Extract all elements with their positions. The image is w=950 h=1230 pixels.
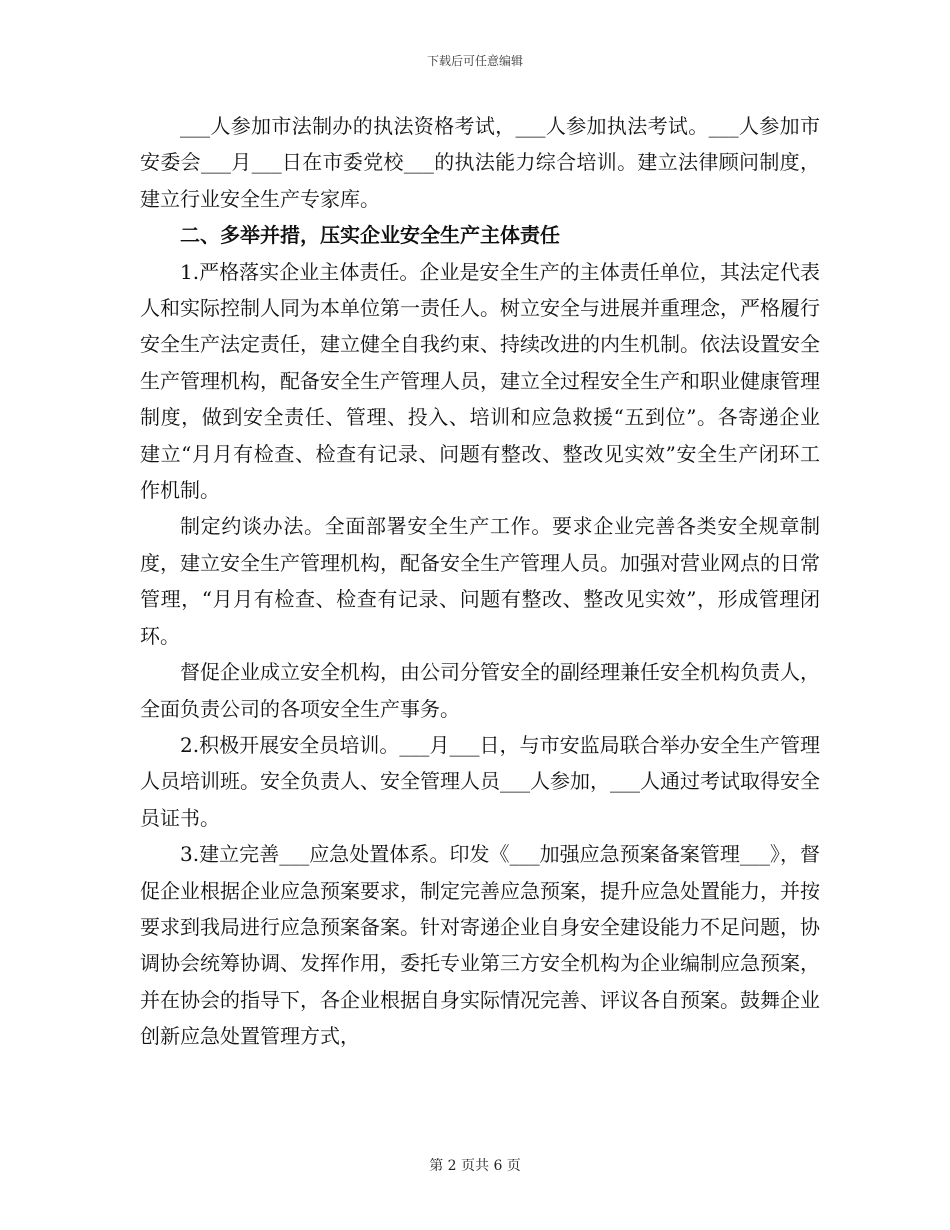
page-header: 下载后可任意编辑 xyxy=(426,54,523,68)
paragraph-training-exams: ___人参加市法制办的执法资格考试，___人参加执法考试。___人参加市安委会___月___日在市委党校___的执法能力综合培训。建立法律顾问制度，建立行业安全生产专家库。 xyxy=(140,114,820,211)
section-heading: 二、多举并措，压实企业安全生产主体责任 xyxy=(180,223,560,248)
paragraph-enterprise-responsibility: 1.严格落实企业主体责任。企业是安全生产的主体责任单位，其法定代表人和实际控制人同为本单位第一责任人。树立安全与进展并重理念，严格履行安全生产法定责任，建立健全自我约束、持续改进的内生机制。依法设置安全生产管理机构，配备安全生产管理人员，建立全过程安全生产和职业健康管理制度，做到安全责任、管理、投入、培训和应急救援“五到位”。各寄递企业建立“月月有检查、检查有记录、问题有整改、整改见实效”安全生产闭环工作机制。 xyxy=(140,259,820,503)
document-body xyxy=(140,108,820,1055)
paragraph-safety-training: 2.积极开展安全员培训。___月___日，与市安监局联合举办安全生产管理人员培训班。安全负责人、安全管理人员___人参加，___人通过考试取得安全员证书。 xyxy=(140,732,820,830)
paragraph-interview-measures: 制定约谈办法。全面部署安全生产工作。要求企业完善各类安全规章制度，建立安全生产管理机构，配备安全生产管理人员。加强对营业网点的日常管理，“月月有检查、检查有记录、问题有整改、整改见实效”，形成管理闭环。 xyxy=(140,514,820,648)
paragraph-safety-organization: 督促企业成立安全机构，由公司分管安全的副经理兼任安全机构负责人，全面负责公司的各项安全生产事务。 xyxy=(140,660,820,721)
page-number: 第 2 页共 6 页 xyxy=(429,1158,521,1174)
paragraph-emergency-system: 3.建立完善___应急处置体系。印发《___加强应急预案备案管理___》，督促企业根据企业应急预案要求，制定完善应急预案，提升应急处置能力，并按要求到我局进行应急预案备案。针对寄递企业自身安全建设能力不足问题，协调协会统筹协调、发挥作用，委托专业第三方安全机构为企业编制应急预案，并在协会的指导下，各企业根据自身实际情况完善、评议各自预案。鼓舞企业创新应急处置管理方式， xyxy=(140,842,820,1049)
